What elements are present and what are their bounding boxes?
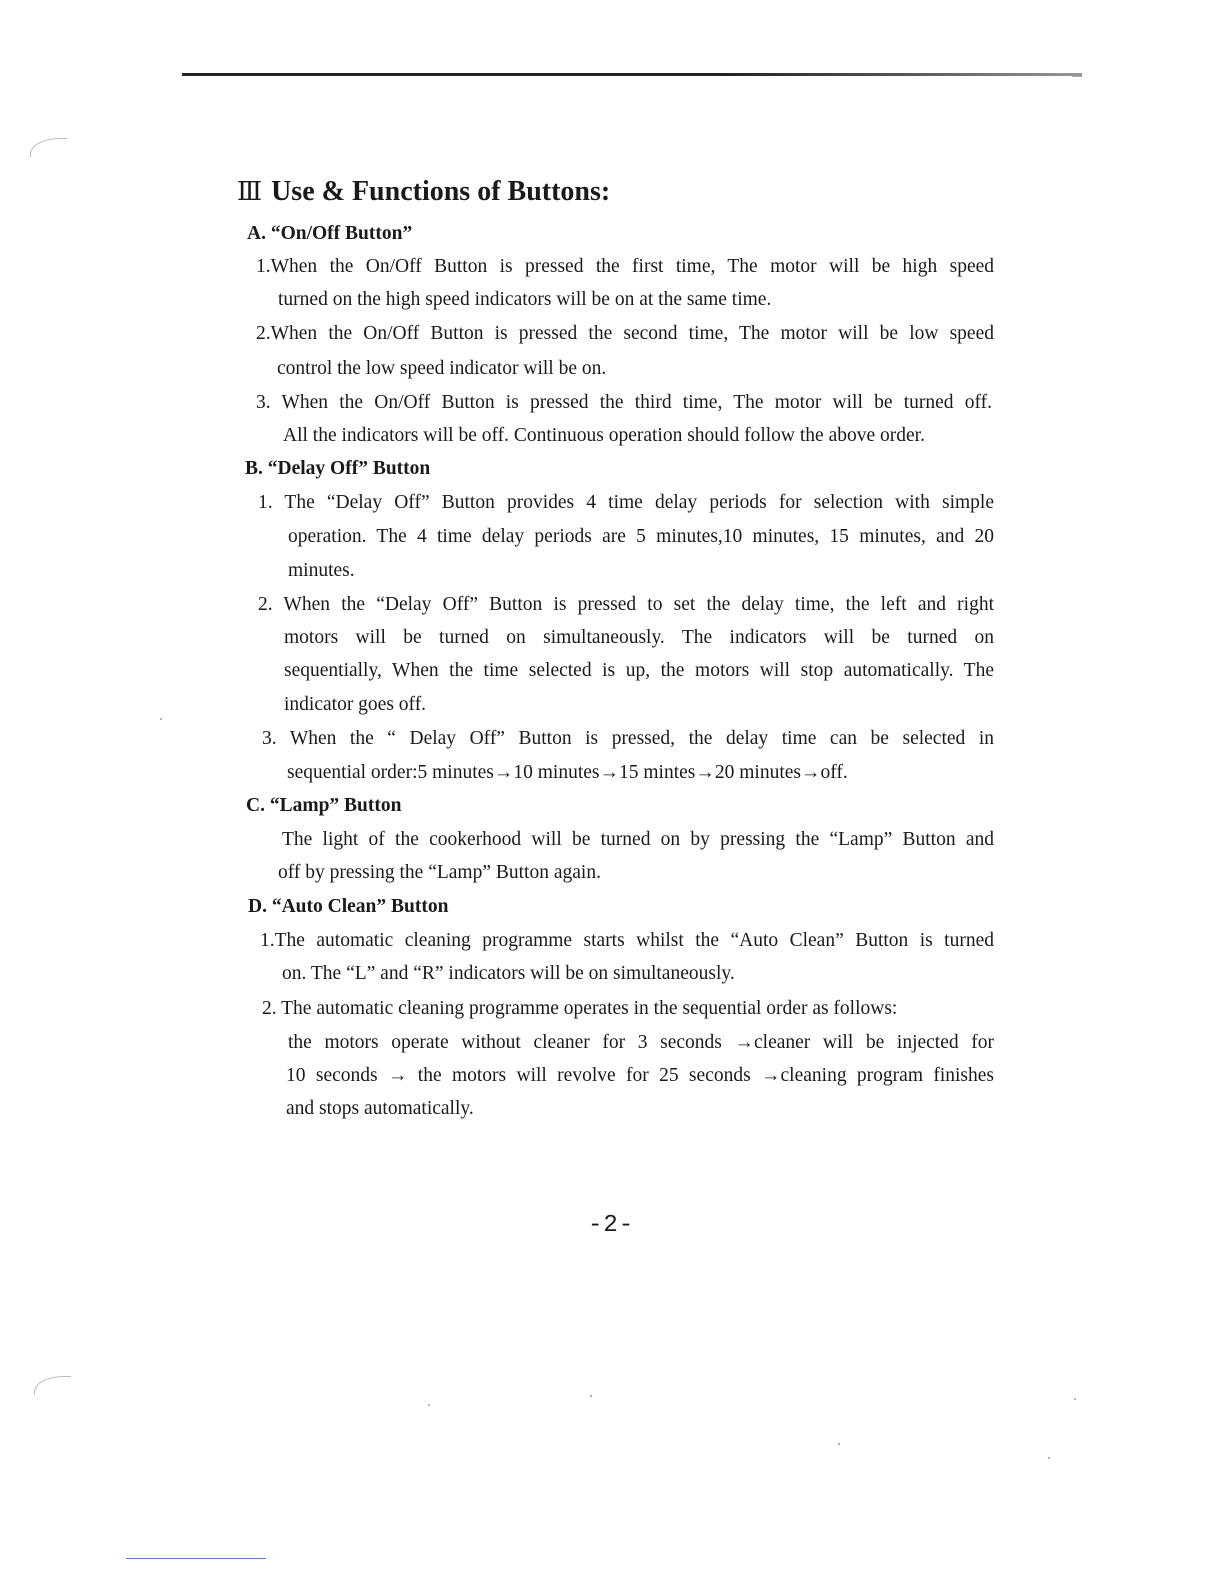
heading-auto-clean: D. “Auto Clean” Button [248, 896, 449, 917]
text-line: 1.When the On/Off Button is pressed the first time, The motor will be high speed [256, 256, 994, 277]
margin-mark-top [30, 138, 67, 157]
scan-speck [1048, 1457, 1050, 1459]
footer-rule [126, 1558, 266, 1559]
text-line: control the low speed indicator will be on. [277, 358, 607, 379]
text-line: The light of the cookerhood will be turned on by pressing the “Lamp” Button and [282, 829, 994, 850]
text-line: sequential order:5 minutes→10 minutes→15 mintes→20 minutes→off. [287, 762, 848, 783]
section-title [237, 176, 610, 208]
text-line: operation. The 4 time delay periods are 5 minutes,10 minutes, 15 minutes, and 20 [288, 526, 994, 547]
text-line: off by pressing the “Lamp” Button again. [278, 862, 601, 883]
scan-speck [160, 718, 162, 720]
heading-on-off: A. “On/Off Button” [247, 223, 413, 244]
heading-delay-off: B. “Delay Off” Button [245, 458, 431, 479]
section-numeral: Ⅲ [237, 177, 262, 206]
text-line: 3. When the On/Off Button is pressed the third time, The motor will be turned off. [256, 392, 992, 413]
text-line: 2.When the On/Off Button is pressed the second time, The motor will be low speed [256, 323, 994, 344]
text-line: and stops automatically. [286, 1098, 474, 1119]
text-line: the motors operate without cleaner for 3 seconds →cleaner will be injected for [288, 1032, 994, 1053]
text-line: 1.The automatic cleaning programme starts whilst the “Auto Clean” Button is turned [260, 930, 994, 951]
section-title-text: Use & Functions of Buttons: [271, 176, 611, 207]
heading-lamp: C. “Lamp” Button [246, 795, 402, 816]
text-line: motors will be turned on simultaneously. The indicators will be turned on [284, 627, 994, 648]
text-line: 2. When the “Delay Off” Button is pressed to set the delay time, the left and right [258, 594, 994, 615]
text-line: 10 seconds → the motors will revolve for 25 seconds →cleaning program finishes [286, 1065, 994, 1086]
text-line: 1. The “Delay Off” Button provides 4 time delay periods for selection with simple [258, 492, 994, 513]
scan-speck [428, 1404, 430, 1406]
text-line: on. The “L” and “R” indicators will be on simultaneously. [282, 963, 735, 984]
text-line: All the indicators will be off. Continuous operation should follow the above order. [283, 425, 925, 446]
header-rule [182, 73, 1082, 76]
scan-speck [590, 1395, 592, 1397]
text-line: sequentially, When the time selected is up, the motors will stop automatically. The [284, 660, 994, 681]
header-rule-tail [1072, 76, 1082, 77]
text-line: 3. When the “ Delay Off” Button is pressed, the delay time can be selected in [262, 728, 994, 749]
page-number: -2- [588, 1212, 635, 1239]
text-line: turned on the high speed indicators will be on at the same time. [278, 289, 772, 310]
text-line: 2. The automatic cleaning programme operates in the sequential order as follows: [262, 998, 898, 1019]
text-line: minutes. [288, 560, 355, 581]
scan-speck [838, 1443, 840, 1445]
text-line: indicator goes off. [284, 694, 427, 715]
margin-mark-bottom [34, 1376, 71, 1395]
scan-speck [1074, 1398, 1076, 1400]
